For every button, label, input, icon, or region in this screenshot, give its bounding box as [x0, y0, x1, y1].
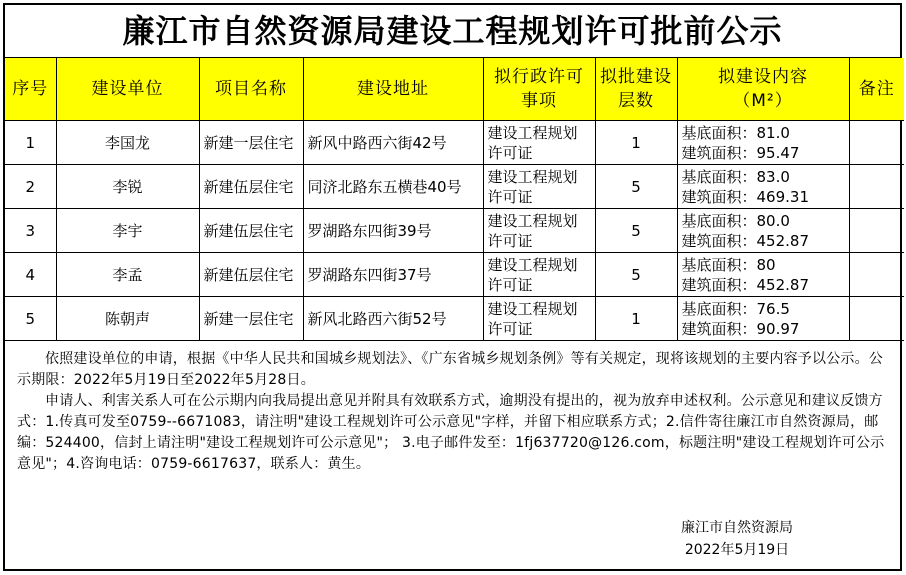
header-content-line2: （M²） [733, 91, 793, 111]
cell-content [677, 121, 849, 165]
table-row [5, 121, 904, 165]
cell-build-area: 建筑面积：95.47 [681, 143, 800, 162]
cell-remark [849, 253, 904, 297]
cell-project: 新建伍层住宅 [199, 165, 303, 209]
signature-block [647, 517, 827, 561]
cell-unit: 李宇 [56, 209, 199, 253]
cell-matter: 建设工程规划许可证 [483, 297, 595, 341]
table-row [5, 165, 904, 209]
header-remark: 备注 [849, 58, 904, 121]
cell-address: 罗湖路东四街39号 [303, 209, 483, 253]
cell-no: 1 [5, 121, 56, 165]
cell-floors: 5 [595, 253, 677, 297]
page-title: 廉江市自然资源局建设工程规划许可批前公示 [5, 5, 900, 58]
cell-project: 新建一层住宅 [199, 297, 303, 341]
header-content-line1: 拟建设内容 [718, 67, 808, 87]
header-unit: 建设单位 [56, 58, 199, 121]
table-row [5, 209, 904, 253]
cell-unit: 陈朝声 [56, 297, 199, 341]
cell-content [677, 253, 849, 297]
cell-project: 新建伍层住宅 [199, 209, 303, 253]
cell-matter: 建设工程规划许可证 [483, 165, 595, 209]
table-row [5, 253, 904, 297]
cell-project: 新建一层住宅 [199, 121, 303, 165]
cell-address: 同济北路东五横巷40号 [303, 165, 483, 209]
cell-project: 新建伍层住宅 [199, 253, 303, 297]
header-row [5, 58, 904, 121]
cell-base-area: 基底面积：80.0 [681, 211, 790, 230]
table-row [5, 297, 904, 341]
header-matter: 拟行政许可事项 [483, 58, 595, 121]
cell-base-area: 基底面积：81.0 [681, 123, 790, 142]
cell-build-area: 建筑面积：90.97 [681, 319, 800, 338]
cell-floors: 5 [595, 165, 677, 209]
cell-matter: 建设工程规划许可证 [483, 253, 595, 297]
cell-no: 4 [5, 253, 56, 297]
cell-content [677, 297, 849, 341]
cell-remark [849, 121, 904, 165]
header-address: 建设地址 [303, 58, 483, 121]
header-content [677, 58, 849, 121]
cell-base-area: 基底面积：80 [681, 255, 776, 274]
cell-floors: 1 [595, 297, 677, 341]
cell-no: 5 [5, 297, 56, 341]
cell-base-area: 基底面积：76.5 [681, 299, 790, 318]
cell-unit: 李锐 [56, 165, 199, 209]
cell-no: 2 [5, 165, 56, 209]
notice-sheet [3, 3, 902, 571]
header-project: 项目名称 [199, 58, 303, 121]
cell-address: 新风北路西六街52号 [303, 297, 483, 341]
notice-paragraph-1: 依照建设单位的申请，根据《中华人民共和国城乡规划法》、《广东省城乡规划条例》等有关规定，现将该规划的主要内容予以公示。公示期限：2022年5月19日至2022年5月28日。 [17, 351, 883, 388]
permit-table [5, 58, 904, 341]
cell-address: 罗湖路东四街37号 [303, 253, 483, 297]
cell-remark [849, 297, 904, 341]
cell-matter: 建设工程规划许可证 [483, 209, 595, 253]
signature-org: 廉江市自然资源局 [681, 520, 793, 536]
cell-floors: 1 [595, 121, 677, 165]
cell-build-area: 建筑面积：469.31 [681, 187, 809, 206]
cell-remark [849, 209, 904, 253]
notice-text [5, 341, 900, 475]
cell-no: 3 [5, 209, 56, 253]
cell-content [677, 209, 849, 253]
cell-floors: 5 [595, 209, 677, 253]
cell-base-area: 基底面积：83.0 [681, 167, 790, 186]
cell-unit: 李国龙 [56, 121, 199, 165]
cell-unit: 李孟 [56, 253, 199, 297]
cell-matter: 建设工程规划许可证 [483, 121, 595, 165]
cell-remark [849, 165, 904, 209]
cell-build-area: 建筑面积：452.87 [681, 275, 809, 294]
cell-address: 新风中路西六街42号 [303, 121, 483, 165]
signature-date: 2022年5月19日 [684, 542, 790, 558]
notice-paragraph-2: 申请人、利害关系人可在公示期内向我局提出意见并附具有效联系方式，逾期没有提出的，视为放弃申述权利。公示意见和建议反馈方式：1.传真可发至0759--6671083，请注明"建设工程规划许可公示意见"字样，并留下相应联系方式；2.信件寄往廉江市自然资源局，邮编：524400，信封上请注明"建设工程规划许可公示意见"； 3.电子邮件发至：1fj637720@126.com，标题注明"建设工程规划许可公示意见"；4.咨询电话：0759-6617637，联系人：黄生。 [17, 393, 885, 472]
header-no: 序号 [5, 58, 56, 121]
cell-build-area: 建筑面积：452.87 [681, 231, 809, 250]
header-floors: 拟批建设层数 [595, 58, 677, 121]
cell-content [677, 165, 849, 209]
